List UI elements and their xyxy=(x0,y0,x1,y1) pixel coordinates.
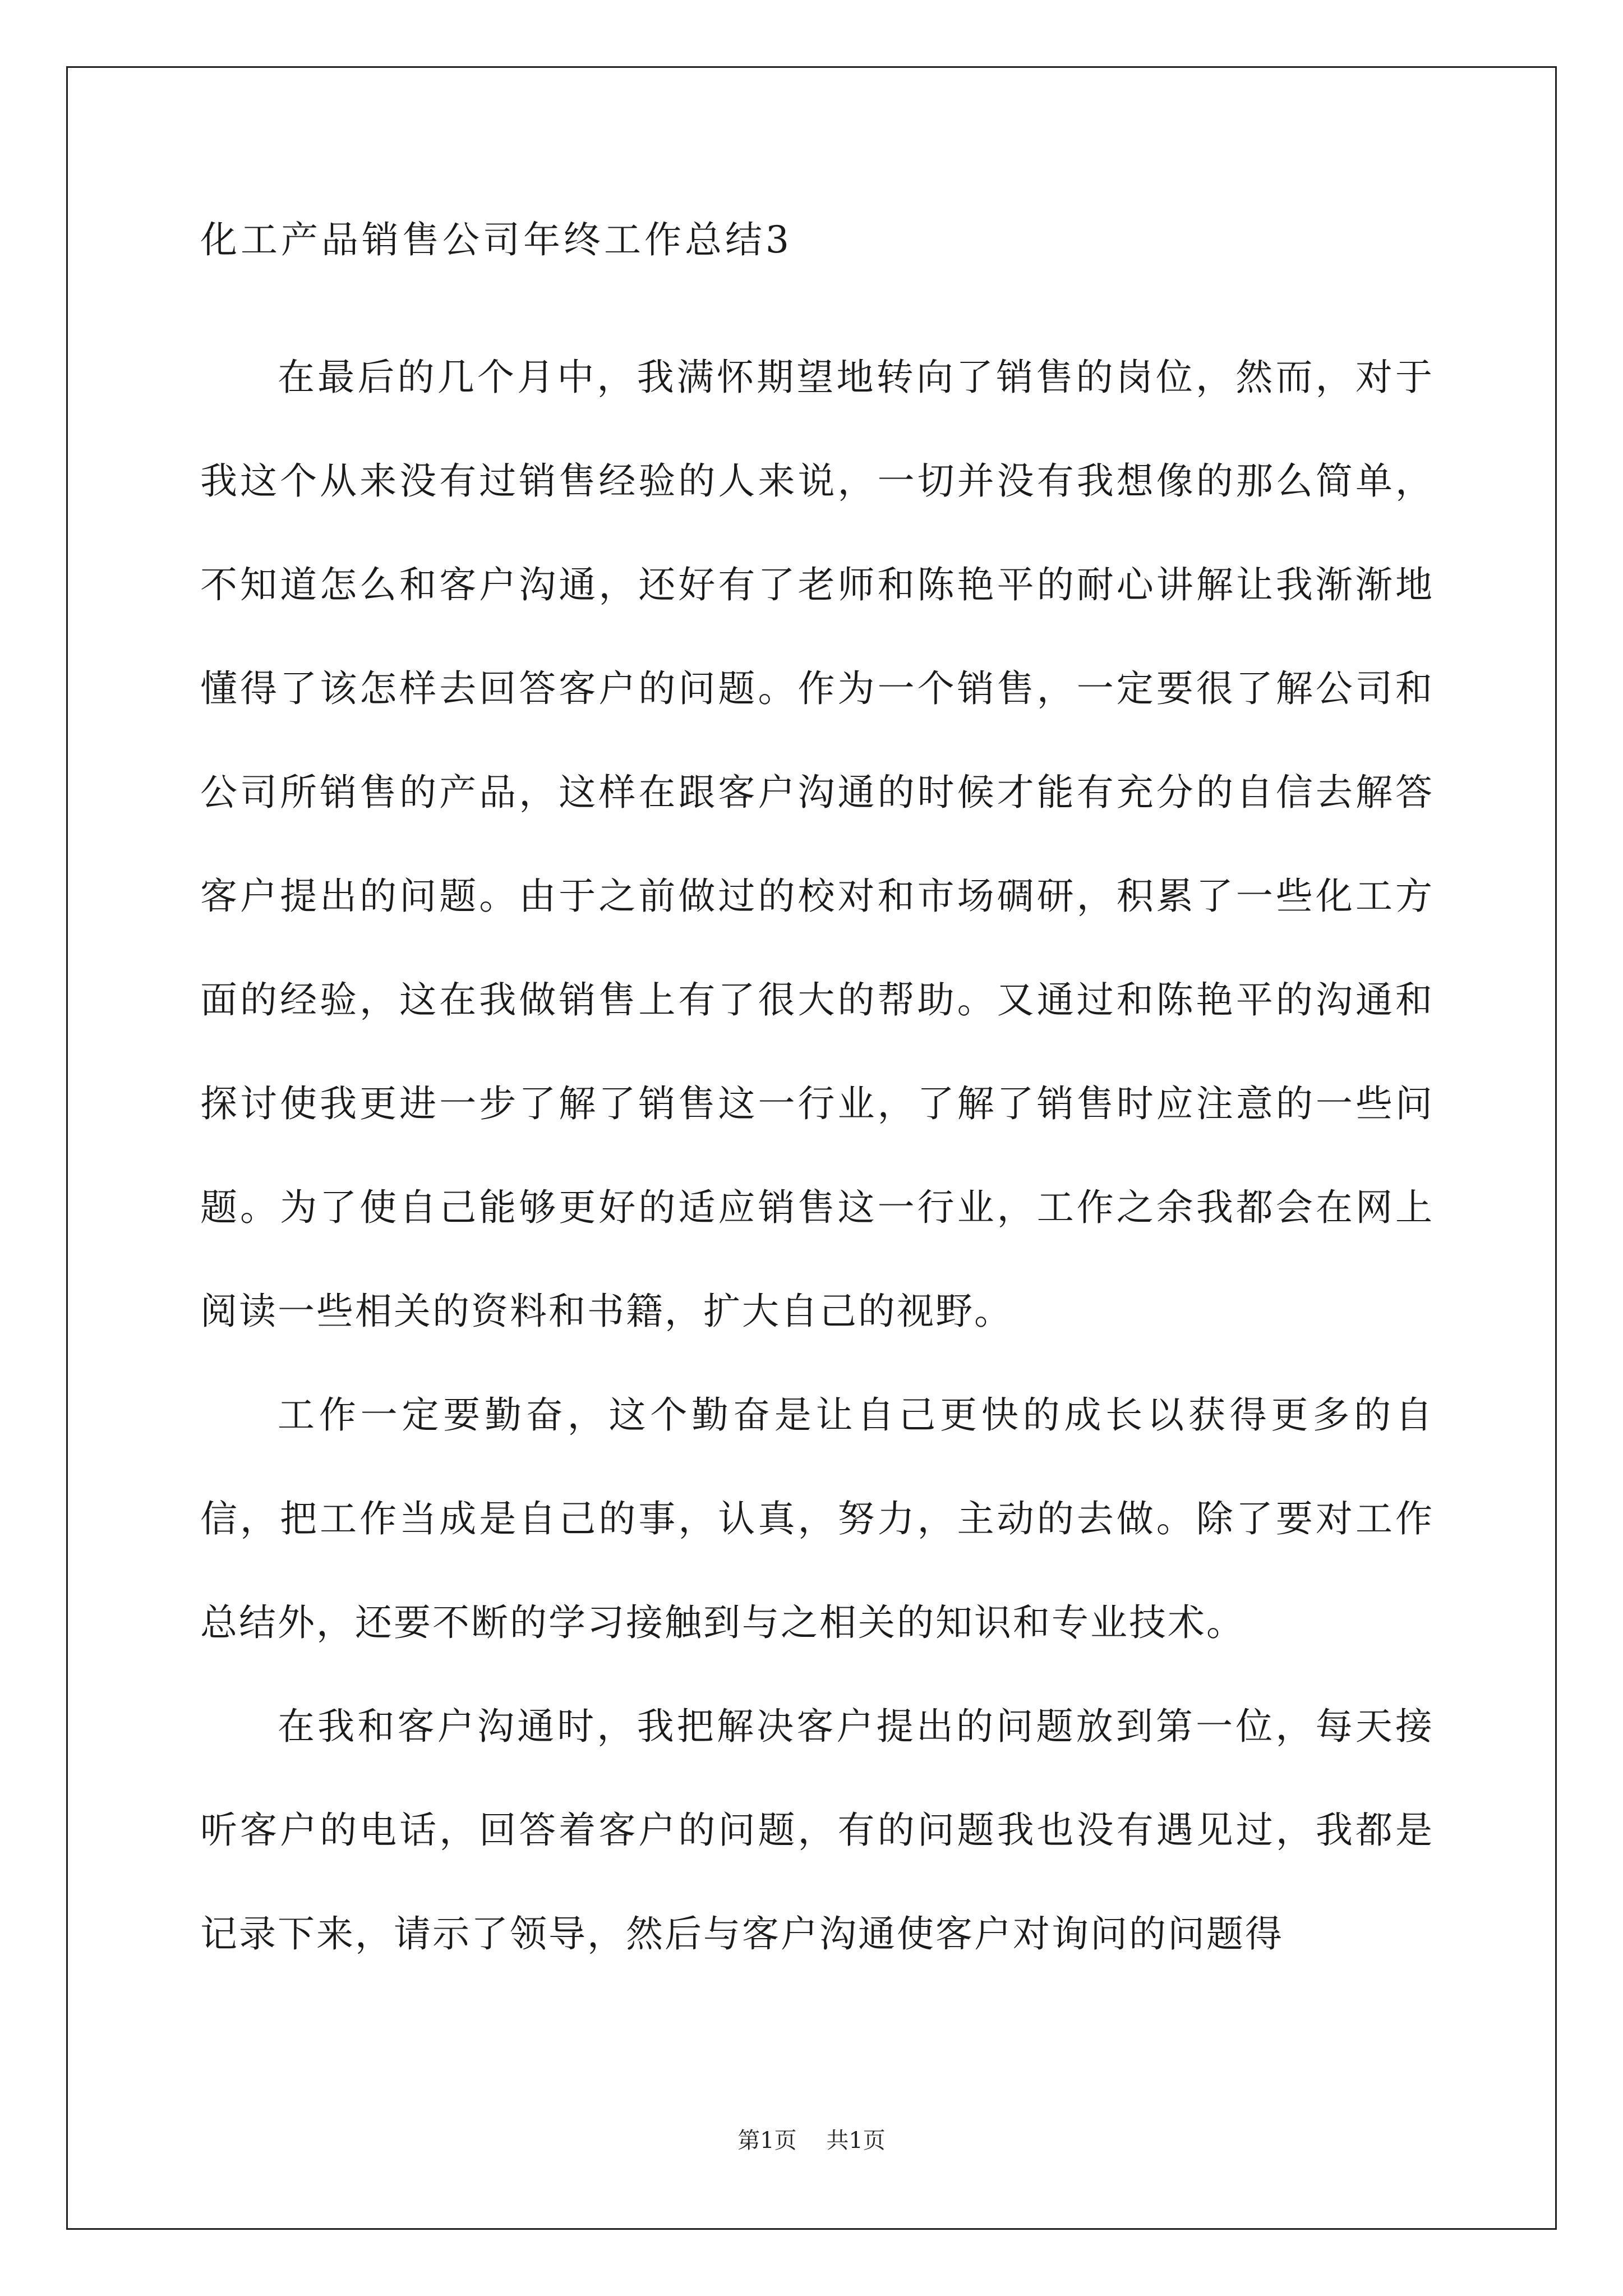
document-title: 化工产品销售公司年终工作总结3 xyxy=(200,218,792,261)
paragraph-2: 工作一定要勤奋，这个勤奋是让自己更快的成长以获得更多的自信，把工作当成是自己的事，认真，努力，主动的去做。除了要对工作总结外，还要不断的学习接触到与之相关的知识和专业技术。 xyxy=(200,1393,1434,1644)
document-body xyxy=(200,218,1434,1986)
paragraph-1: 在最后的几个月中，我满怀期望地转向了销售的岗位，然而，对于我这个从来没有过销售经验的人来说，一切并没有我想像的那么简单，不知道怎么和客户沟通，还好有了老师和陈艳平的耐心讲解让我渐渐地懂得了该怎样去回答客户的问题。作为一个销售，一定要很了解公司和公司所销售的产品，这样在跟客户沟通的时候才能有充分的自信去解答客户提出的问题。由于之前做过的校对和市场碉研，积累了一些化工方面的经验，这在我做销售上有了很大的帮助。又通过和陈艳平的沟通和探讨使我更进一步了解了销售这一行业，了解了销售时应注意的一些问题。为了使自己能够更好的适应销售这一行业，工作之余我都会在网上阅读一些相关的资料和书籍，扩大自己的视野。 xyxy=(200,356,1434,1333)
page-number-total: 共1页 xyxy=(826,2128,886,2154)
page-number-current: 第1页 xyxy=(737,2128,797,2154)
page-footer xyxy=(0,2127,1623,2154)
paragraph-3: 在我和客户沟通时，我把解决客户提出的问题放到第一位，每天接听客户的电话，回答着客户的问题，有的问题我也没有遇见过，我都是记录下来，请示了领导，然后与客户沟通使客户对询问的问题得 xyxy=(200,1705,1434,1955)
